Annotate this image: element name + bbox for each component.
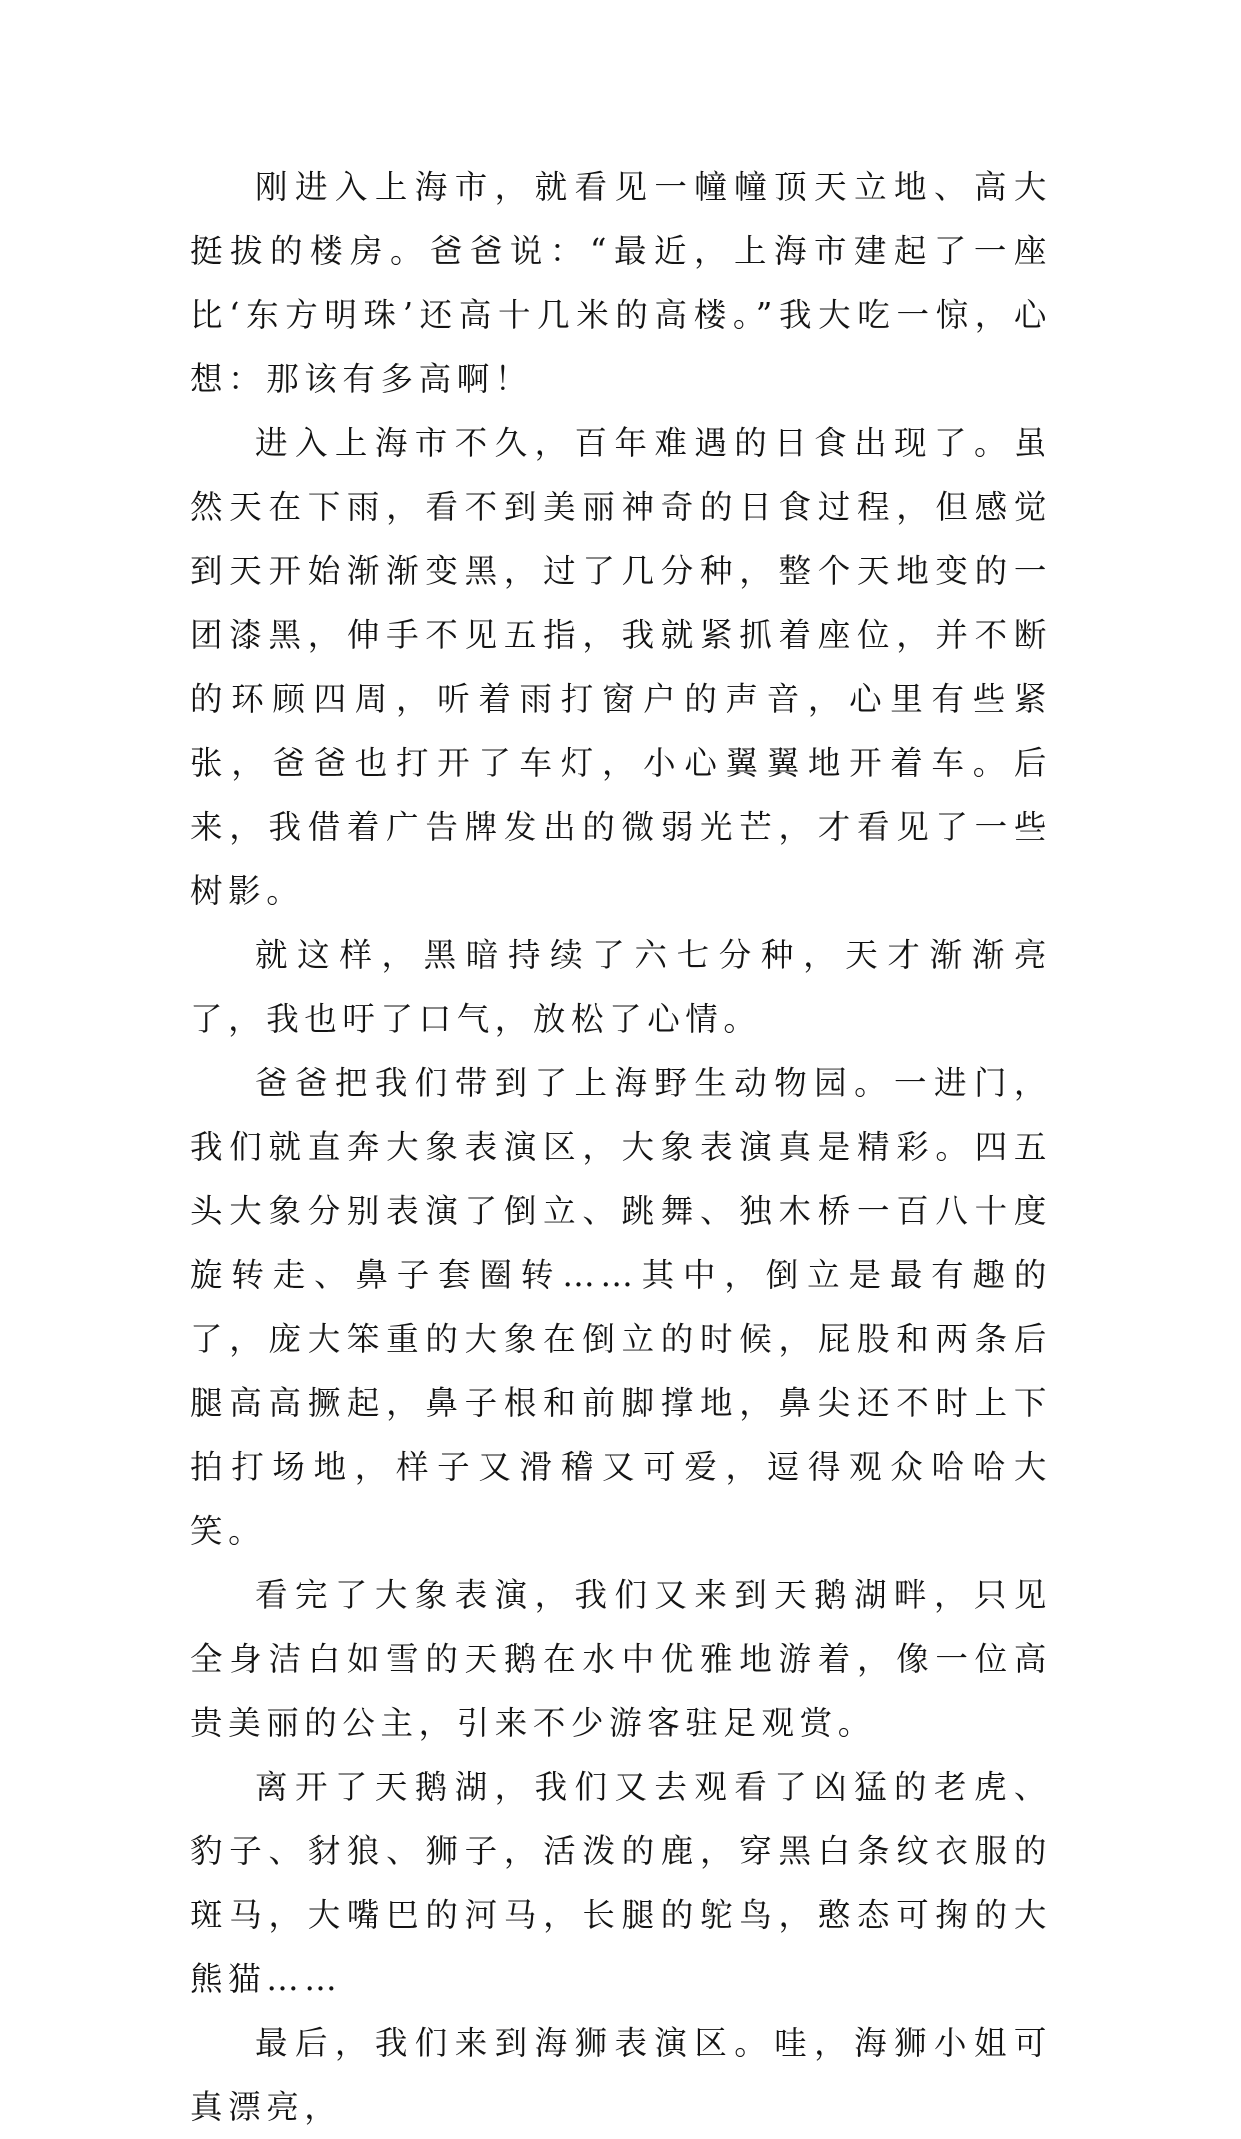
document-body: [190, 155, 1052, 2139]
paragraph-darkness-ends: 就这样，黑暗持续了六七分种，天才渐渐亮了，我也吁了口气，放松了心情。: [190, 936, 1052, 1038]
paragraph-solar-eclipse: 进入上海市不久，百年难遇的日食出现了。虽然天在下雨，看不到美丽神奇的日食过程，但感觉到天开始渐渐变黑，过了几分种，整个天地变的一团漆黑，伸手不见五指，我就紧抓着座位，并不断的环顾四周，听着雨打窗户的声音，心里有些紧张，爸爸也打开了车灯，小心翼翼地开着车。后来，我借着广告牌发出的微弱光芒，才看见了一些树影。: [190, 424, 1052, 910]
paragraph-sea-lion-show: 最后，我们来到海狮表演区。哇，海狮小姐可真漂亮，: [190, 2024, 1052, 2126]
paragraph-elephant-show: 爸爸把我们带到了上海野生动物园。一进门，我们就直奔大象表演区，大象表演真是精彩。四五头大象分别表演了倒立、跳舞、独木桥一百八十度旋转走、鼻子套圈转……其中，倒立是最有趣的了，庞大笨重的大象在倒立的时候，屁股和两条后腿高高撅起，鼻子根和前脚撑地，鼻尖还不时上下拍打场地，样子又滑稽又可爱，逗得观众哈哈大笑。: [190, 1064, 1052, 1550]
paragraph-swan-lake: 看完了大象表演，我们又来到天鹅湖畔，只见全身洁白如雪的天鹅在水中优雅地游着，像一位高贵美丽的公主，引来不少游客驻足观赏。: [190, 1576, 1052, 1742]
paragraph-arrival-shanghai: 刚进入上海市，就看见一幢幢顶天立地、高大挺拔的楼房。爸爸说：“最近，上海市建起了一座比‘东方明珠’还高十几米的高楼。”我大吃一惊，心想：那该有多高啊！: [190, 168, 1052, 398]
paragraph-other-animals: 离开了天鹅湖，我们又去观看了凶猛的老虎、豹子、豺狼、狮子，活泼的鹿，穿黑白条纹衣服的斑马，大嘴巴的河马，长腿的鸵鸟，憨态可掬的大熊猫……: [190, 1768, 1052, 1998]
